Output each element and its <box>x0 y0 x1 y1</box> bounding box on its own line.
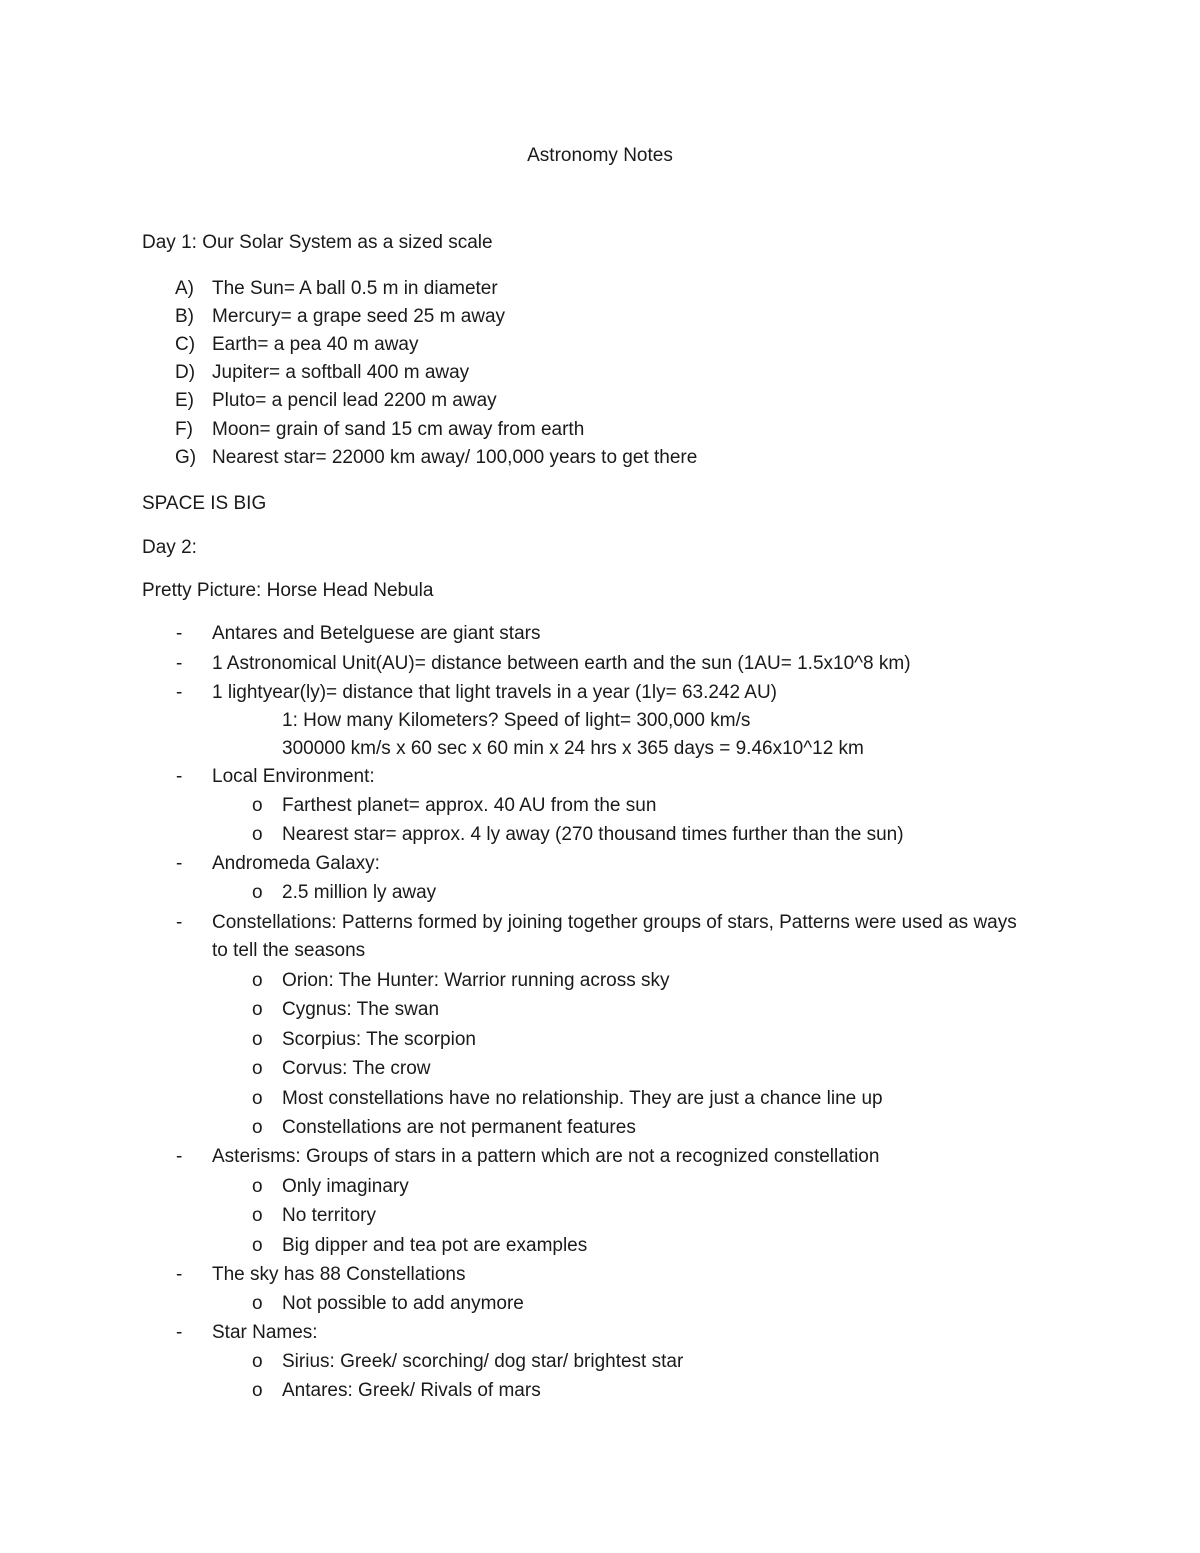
bullet-marker: o <box>252 1235 263 1256</box>
dash-marker: - <box>176 766 183 787</box>
list-item: Constellations: Patterns formed by joining together groups of stars, Patterns were used as ways <box>212 912 1017 933</box>
list-item: Jupiter= a softball 400 m away <box>212 362 470 383</box>
list-item: Asterisms: Groups of stars in a pattern which are not a recognized constellation <box>212 1146 880 1167</box>
list-item: The Sun= A ball 0.5 m in diameter <box>212 278 498 299</box>
list-item: 1 lightyear(ly)= distance that light travels in a year (1ly= 63.242 AU) <box>212 682 778 703</box>
dash-marker: - <box>176 1146 183 1167</box>
space-is-big: SPACE IS BIG <box>142 493 267 514</box>
list-item: Andromeda Galaxy: <box>212 853 380 874</box>
list-item: Pluto= a pencil lead 2200 m away <box>212 390 497 411</box>
list-item: 1 Astronomical Unit(AU)= distance between earth and the sun (1AU= 1.5x10^8 km) <box>212 653 911 674</box>
bullet-marker: o <box>252 882 263 903</box>
list-item: Big dipper and tea pot are examples <box>282 1235 588 1256</box>
list-marker: G) <box>175 447 197 468</box>
list-marker: D) <box>175 362 196 383</box>
list-item: Cygnus: The swan <box>282 999 440 1020</box>
list-marker: B) <box>175 306 194 327</box>
bullet-marker: o <box>252 1380 263 1401</box>
list-item: Earth= a pea 40 m away <box>212 334 419 355</box>
list-item: to tell the seasons <box>212 940 366 961</box>
bullet-marker: o <box>252 1205 263 1226</box>
list-item: Most constellations have no relationship. They are just a chance line up <box>282 1088 883 1109</box>
bullet-marker: o <box>252 1029 263 1050</box>
list-item: Star Names: <box>212 1322 318 1343</box>
list-item: The sky has 88 Constellations <box>212 1264 466 1285</box>
bullet-marker: o <box>252 970 263 991</box>
list-item: Not possible to add anymore <box>282 1293 524 1314</box>
bullet-marker: o <box>252 1058 263 1079</box>
list-item: Scorpius: The scorpion <box>282 1029 476 1050</box>
bullet-marker: o <box>252 1351 263 1372</box>
list-item: No territory <box>282 1205 376 1226</box>
dash-marker: - <box>176 912 183 933</box>
list-item: Constellations are not permanent features <box>282 1117 636 1138</box>
list-item: Nearest star= 22000 km away/ 100,000 years to get there <box>212 447 698 468</box>
list-marker: A) <box>175 278 194 299</box>
bullet-marker: o <box>252 1117 263 1138</box>
bullet-marker: o <box>252 1088 263 1109</box>
list-item: Local Environment: <box>212 766 375 787</box>
list-marker: F) <box>175 419 193 440</box>
list-item: Only imaginary <box>282 1176 409 1197</box>
list-item: Antares: Greek/ Rivals of mars <box>282 1380 541 1401</box>
day2-heading: Day 2: <box>142 537 197 558</box>
dash-marker: - <box>176 623 183 644</box>
bullet-marker: o <box>252 795 263 816</box>
bullet-marker: o <box>252 1176 263 1197</box>
dash-marker: - <box>176 682 183 703</box>
list-item: Mercury= a grape seed 25 m away <box>212 306 506 327</box>
list-item: Nearest star= approx. 4 ly away (270 thousand times further than the sun) <box>282 824 904 845</box>
list-item: 2.5 million ly away <box>282 882 437 903</box>
list-marker: E) <box>175 390 194 411</box>
dash-marker: - <box>176 653 183 674</box>
page-title: Astronomy Notes <box>527 145 673 166</box>
list-item: Antares and Betelguese are giant stars <box>212 623 541 644</box>
list-item: Sirius: Greek/ scorching/ dog star/ brightest star <box>282 1351 684 1372</box>
dash-marker: - <box>176 1322 183 1343</box>
list-item: 300000 km/s x 60 sec x 60 min x 24 hrs x 365 days = 9.46x10^12 km <box>282 738 864 759</box>
pretty-picture-line: Pretty Picture: Horse Head Nebula <box>142 580 434 601</box>
list-item: 1: How many Kilometers? Speed of light= 300,000 km/s <box>282 710 751 731</box>
list-item: Moon= grain of sand 15 cm away from earth <box>212 419 585 440</box>
list-item: Farthest planet= approx. 40 AU from the sun <box>282 795 657 816</box>
bullet-marker: o <box>252 1293 263 1314</box>
day1-heading: Day 1: Our Solar System as a sized scale <box>142 232 493 253</box>
bullet-marker: o <box>252 999 263 1020</box>
list-item: Orion: The Hunter: Warrior running across sky <box>282 970 670 991</box>
list-marker: C) <box>175 334 196 355</box>
dash-marker: - <box>176 1264 183 1285</box>
bullet-marker: o <box>252 824 263 845</box>
list-item: Corvus: The crow <box>282 1058 431 1079</box>
dash-marker: - <box>176 853 183 874</box>
